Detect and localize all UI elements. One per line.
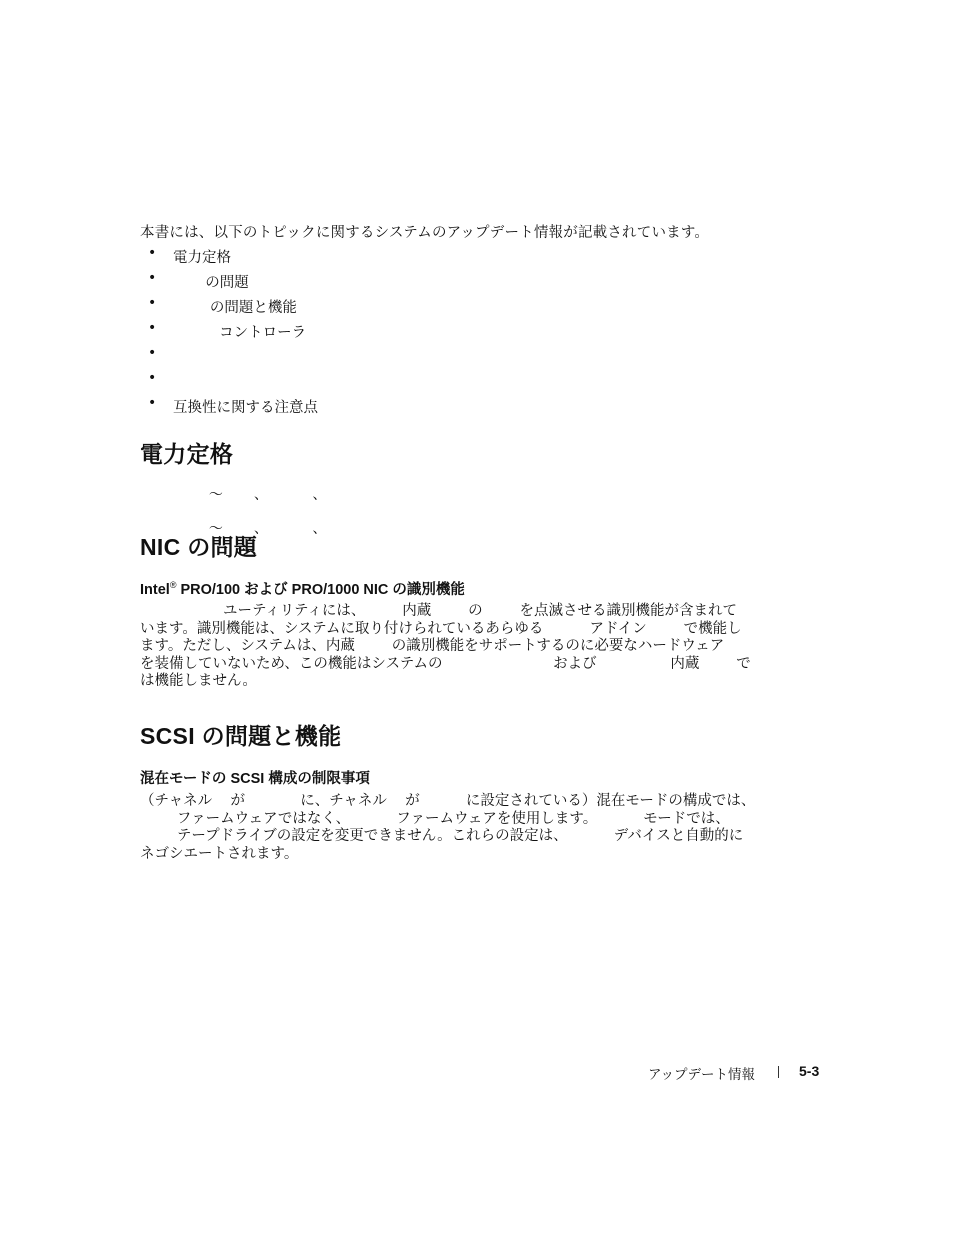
paragraph-line: ネゴシエートされます。: [140, 845, 299, 862]
power-rating-line: ～ 、 、: [208, 521, 327, 537]
intro-text: 本書には、以下のトピックに関するシステムのアップデート情報が記載されています。: [140, 225, 710, 241]
bullet-icon: •: [148, 245, 157, 261]
scsi-subheading: 混在モードの SCSI 構成の制限事項: [140, 771, 370, 787]
paragraph-line: ます。ただし、システムは、内蔵 の識別機能をサポートするのに必要なハードウェア: [140, 638, 725, 654]
list-item-text: 電力定格: [173, 250, 231, 266]
list-item-text: コントローラ: [173, 325, 307, 341]
scsi-paragraph: [140, 793, 760, 863]
list-item-text: の問題と機能: [173, 300, 297, 316]
bullet-icon: •: [148, 345, 157, 361]
paragraph-line: を装備していないため、この機能はシステムの および 内蔵 で: [140, 655, 751, 672]
paragraph-line: ユーティリティには、 内蔵 の を点滅させる識別機能が含まれて: [140, 603, 737, 619]
page-number: 5-3: [799, 1063, 820, 1079]
bullet-icon: •: [148, 395, 157, 411]
list-item-text: の問題: [173, 275, 249, 291]
scsi-heading: SCSI の問題と機能: [140, 723, 342, 749]
paragraph-line: （チャネル が に、チャネル が に設定されている）混在モードの構成では、: [140, 793, 756, 809]
power-rating-line: ～ 、 、: [208, 487, 327, 503]
power-rating-heading: 電力定格: [140, 441, 234, 467]
paragraph-line: ファームウェアではなく、 ファームウェアを使用します。 モードでは、: [140, 810, 730, 827]
nic-subheading: [140, 578, 465, 599]
footer-section-label: アップデート情報: [648, 1067, 756, 1083]
bullet-icon: •: [148, 295, 157, 311]
brand-name: Intel: [140, 582, 170, 598]
paragraph-line: は機能しません。: [140, 673, 257, 689]
bullet-icon: •: [148, 320, 157, 336]
registered-mark: ®: [169, 580, 177, 591]
nic-heading: NIC の問題: [140, 534, 258, 560]
paragraph-line: テープドライブの設定を変更できません。これらの設定は、 デバイスと自動的に: [140, 828, 744, 844]
list-item-text: 互換性に関する注意点: [173, 400, 318, 416]
bullet-icon: •: [148, 270, 157, 286]
footer-divider: [778, 1066, 779, 1078]
paragraph-line: います。識別機能は、システムに取り付けられているあらゆる アドイン で機能し: [140, 620, 742, 637]
bullet-icon: •: [148, 370, 157, 386]
nic-subheading-text: PRO/100 および PRO/1000 NIC の識別機能: [176, 582, 465, 598]
nic-paragraph: [140, 603, 760, 691]
